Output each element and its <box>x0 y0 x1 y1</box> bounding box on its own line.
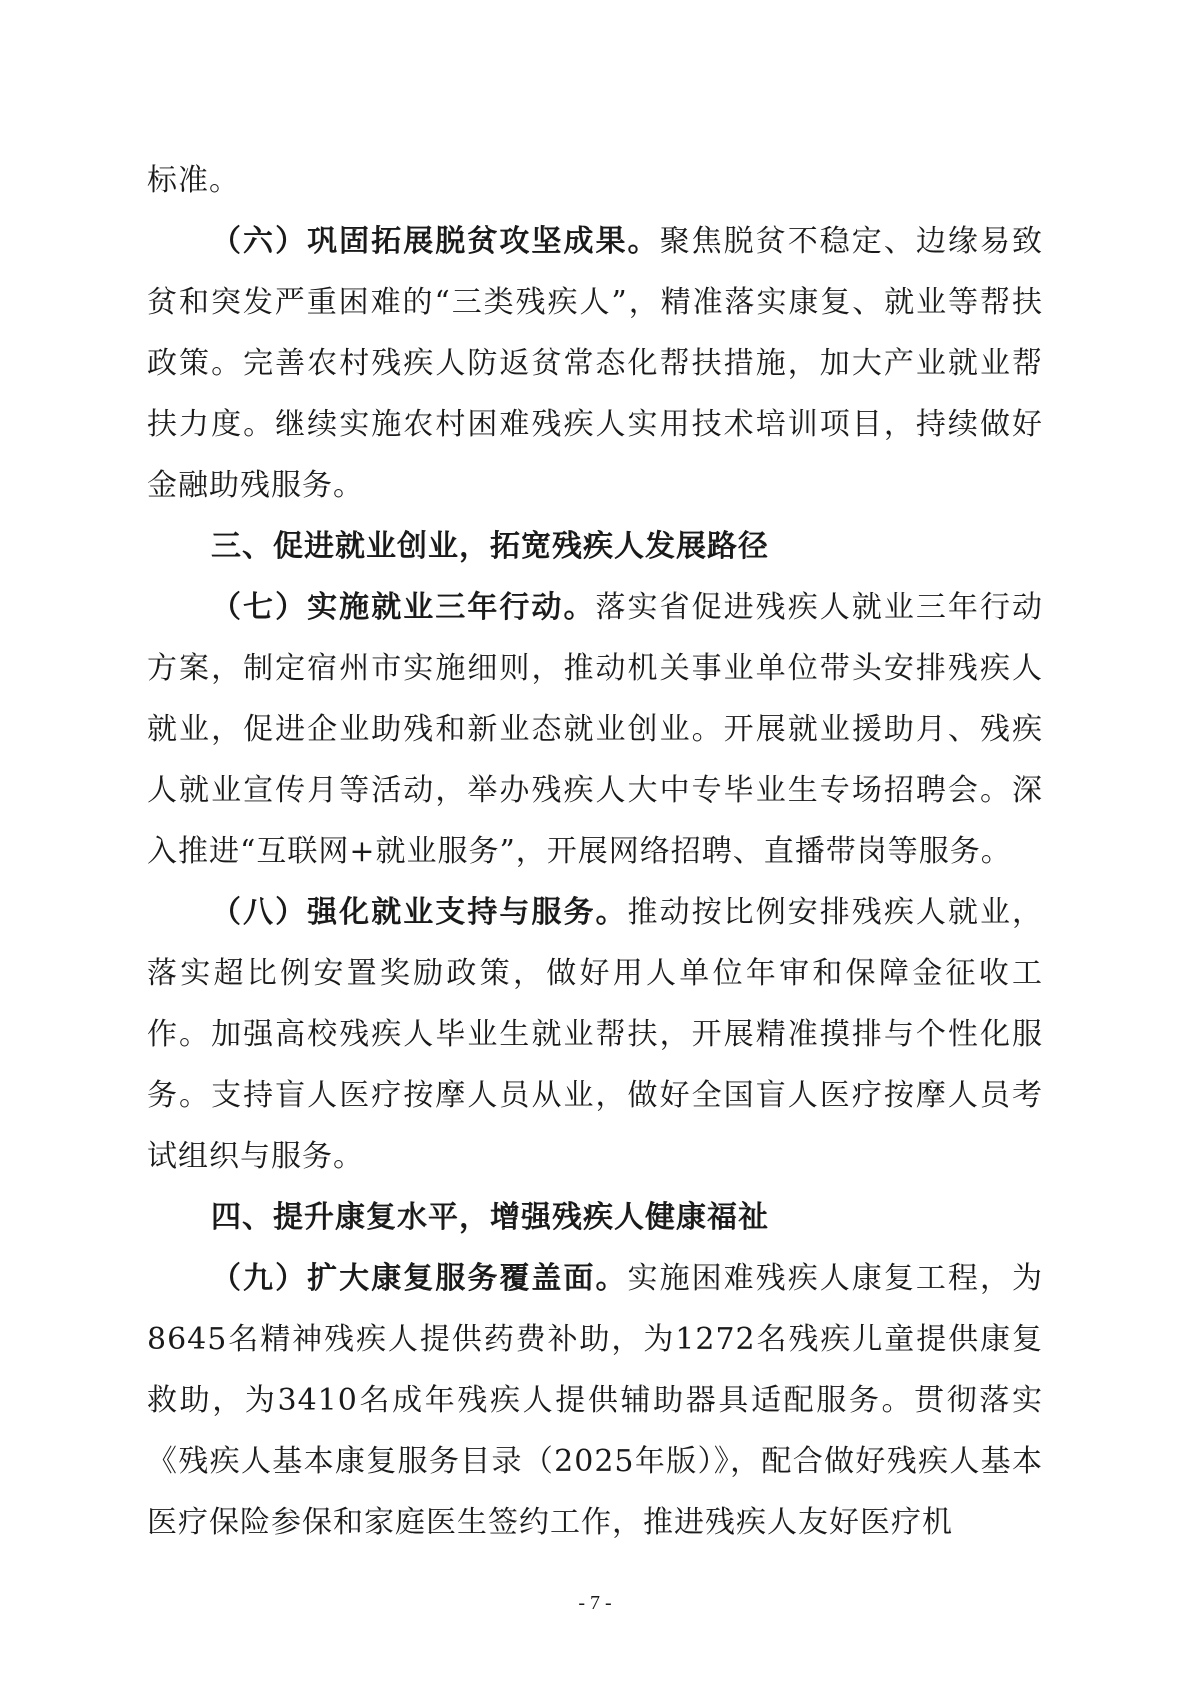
paragraph-six <box>147 211 1043 516</box>
page-number: - 7 - <box>578 1592 612 1614</box>
paragraph-nine <box>147 1248 1043 1553</box>
paragraph-seven-body: 落实省促进残疾人就业三年行动方案，制定宿州市实施细则，推动机关事业单位带头安排残疾人就业，促进企业助残和新业态就业创业。开展就业援助月、残疾人就业宣传月等活动，举办残疾人大中专毕业生专场招聘会。深入推进“互联网+就业服务”，开展网络招聘、直播带岗等服务。 <box>147 590 1044 869</box>
paragraph-eight <box>147 882 1043 1187</box>
paragraph-nine-body: 实施困难残疾人康复工程，为8645名精神残疾人提供药费补助，为1272名残疾儿童提供康复救助，为3410名成年残疾人提供辅助器具适配服务。贯彻落实《残疾人基本康复服务目录（2025年版）》，配合做好残疾人基本医疗保险参保和家庭医生签约工作，推进残疾人友好医疗机 <box>147 1261 1044 1540</box>
paragraph-seven-lead: （七）实施就业三年行动。 <box>211 590 596 625</box>
paragraph-six-body: 聚焦脱贫不稳定、边缘易致贫和突发严重困难的“三类残疾人”，精准落实康复、就业等帮扶政策。完善农村残疾人防返贫常态化帮扶措施，加大产业就业帮扶力度。继续实施农村困难残疾人实用技术培训项目，持续做好金融助残服务。 <box>147 224 1044 503</box>
paragraph-nine-lead: （九）扩大康复服务覆盖面。 <box>211 1261 628 1296</box>
paragraph-six-lead: （六）巩固拓展脱贫攻坚成果。 <box>211 224 660 259</box>
section-heading-three: 三、促进就业创业，拓宽残疾人发展路径 <box>211 529 769 564</box>
paragraph-seven <box>147 577 1043 882</box>
paragraph-continuation: 标准。 <box>147 163 240 198</box>
paragraph-eight-lead: （八）强化就业支持与服务。 <box>211 895 628 930</box>
page-content <box>147 150 1043 1553</box>
section-heading-four: 四、提升康复水平，增强残疾人健康福祉 <box>211 1200 769 1235</box>
paragraph-eight-body: 推动按比例安排残疾人就业，落实超比例安置奖励政策，做好用人单位年审和保障金征收工作。加强高校残疾人毕业生就业帮扶，开展精准摸排与个性化服务。支持盲人医疗按摩人员从业，做好全国盲人医疗按摩人员考试组织与服务。 <box>147 895 1044 1174</box>
